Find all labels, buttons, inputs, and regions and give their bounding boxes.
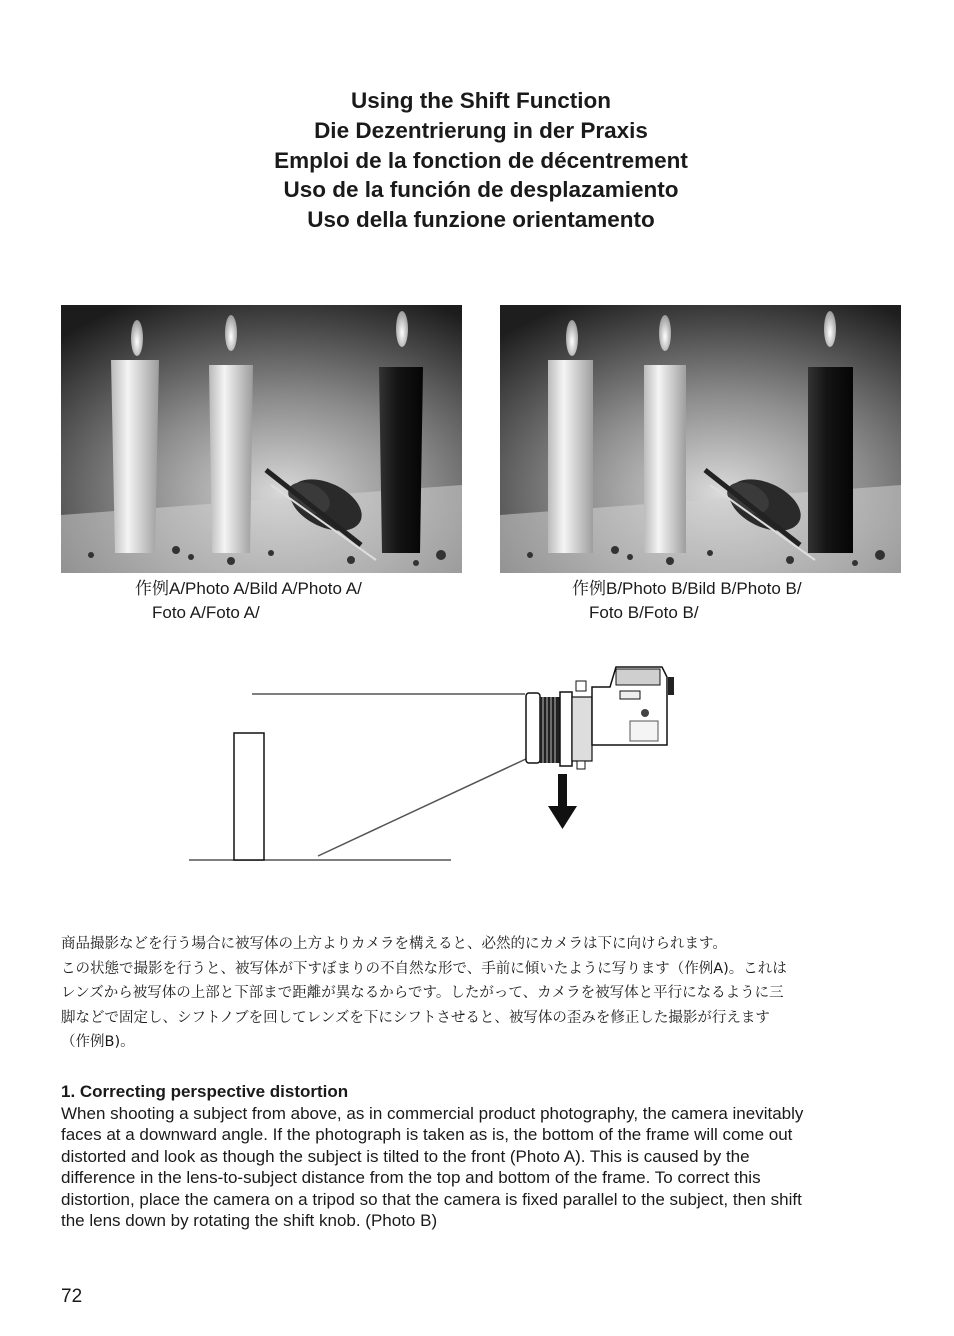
shift-diagram bbox=[180, 655, 690, 870]
photo-b-caption-line1: 作例B/Photo B/Bild B/Photo B/ bbox=[572, 579, 802, 598]
shift-down-arrow-icon bbox=[548, 774, 577, 829]
jp-line-1: 商品撮影などを行う場合に被写体の上方よりカメラを構えると、必然的にカメラは下に向けられます。 bbox=[61, 936, 727, 952]
camera-icon bbox=[526, 667, 674, 769]
title-german: Die Dezentrierung in der Praxis bbox=[314, 117, 648, 143]
subject-box bbox=[234, 733, 264, 860]
section-line-5: distortion, place the camera on a tripod so that the camera is fixed parallel to the subject, then shift bbox=[61, 1189, 802, 1209]
photo-a-candles bbox=[61, 305, 462, 573]
jp-line-4: 脚などで固定し、シフトノブを回してレンズを下にシフトさせると、被写体の歪みを修正した撮影が行えます bbox=[61, 1009, 770, 1026]
section-line-6: the lens down by rotating the shift knob. (Photo B) bbox=[61, 1211, 438, 1230]
title-spanish: Uso de la función de desplazamiento bbox=[283, 177, 679, 203]
page-number: 72 bbox=[61, 1286, 83, 1307]
photo-b-caption bbox=[572, 577, 802, 625]
title-italian: Uso della funzione orientamento bbox=[307, 207, 655, 233]
photo-a-caption-line2: Foto A/Foto A/ bbox=[152, 603, 260, 622]
photo-b-caption-line2: Foto B/Foto B/ bbox=[589, 603, 699, 622]
section-line-3: distorted and look as though the subject is tilted to the front (Photo A). This is caused by the bbox=[61, 1146, 750, 1166]
section-line-4: difference in the lens-to-subject distance from the top and bottom of the frame. To correct this bbox=[61, 1168, 761, 1187]
english-section bbox=[61, 1081, 921, 1232]
photo-b-candles bbox=[500, 305, 901, 573]
lower-ray bbox=[318, 758, 528, 856]
section-line-2: faces at a downward angle. If the photograph is taken as is, the bottom of the frame will come out bbox=[61, 1125, 793, 1144]
jp-line-5: （作例B)。 bbox=[61, 1034, 135, 1050]
page-titles bbox=[0, 86, 954, 235]
title-english: Using the Shift Function bbox=[351, 88, 611, 113]
title-french: Emploi de la fonction de décentrement bbox=[274, 147, 688, 173]
section-heading: 1. Correcting perspective distortion bbox=[61, 1082, 349, 1101]
section-line-1: When shooting a subject from above, as in commercial product photography, the camera inevitably bbox=[61, 1103, 804, 1123]
jp-line-2: この状態で撮影を行うと、被写体が下すぼまりの不自然な形で、手前に傾いたように写ります（作例A)。これは bbox=[61, 960, 787, 977]
jp-line-3: レンズから被写体の上部と下部まで距離が異なるからです。したがって、カメラを被写体と平行になるように三 bbox=[61, 985, 784, 1001]
photo-a-caption bbox=[135, 577, 362, 625]
photo-a-caption-line1: 作例A/Photo A/Bild A/Photo A/ bbox=[135, 579, 362, 598]
japanese-description bbox=[61, 932, 906, 1055]
